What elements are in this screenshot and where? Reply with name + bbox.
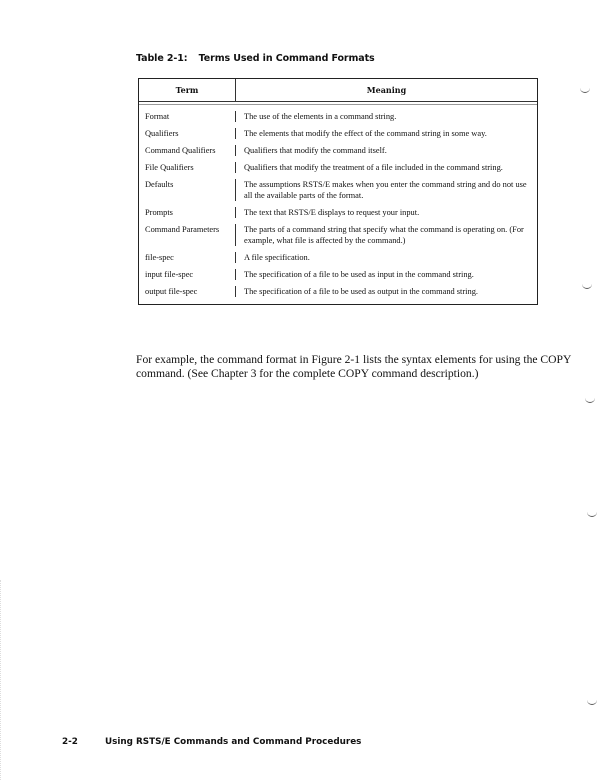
term-cell: Command Qualifiers <box>139 145 236 156</box>
meaning-cell: The parts of a command string that specify what the command is operating on. (For example, what file is affected by the command.) <box>244 225 524 245</box>
table-row <box>139 286 537 297</box>
term-cell: file-spec <box>139 252 236 263</box>
header-meaning: Meaning <box>366 85 407 95</box>
meaning-cell: A file specification. <box>244 253 310 262</box>
margin-mark <box>580 88 590 93</box>
meaning-cell: The elements that modify the effect of the command string in some way. <box>244 129 487 138</box>
table-title: Terms Used in Command Formats <box>198 53 375 64</box>
term-cell: Prompts <box>139 207 236 218</box>
meaning-cell: The text that RSTS/E displays to request your input. <box>244 208 420 217</box>
margin-mark <box>582 284 592 289</box>
running-title: Using RSTS/E Commands and Command Procedures <box>104 737 362 747</box>
term-cell: Command Parameters <box>139 224 236 246</box>
term-cell: Format <box>139 111 236 122</box>
table-row <box>139 162 537 173</box>
table-row <box>139 224 537 246</box>
table-row <box>139 269 537 280</box>
table-row <box>139 145 537 156</box>
term-cell: Defaults <box>139 179 236 201</box>
meaning-cell: The use of the elements in a command string. <box>244 112 397 121</box>
table-body <box>139 102 537 304</box>
term-cell: input file-spec <box>139 269 236 280</box>
meaning-cell: The specification of a file to be used as output in the command string. <box>244 287 478 296</box>
margin-mark <box>587 512 597 517</box>
table-row <box>139 207 537 218</box>
term-cell: Qualifiers <box>139 128 236 139</box>
scan-edge <box>0 580 3 780</box>
table-number: Table 2-1: <box>136 53 188 64</box>
margin-mark <box>585 398 595 403</box>
table-row <box>139 111 537 122</box>
page-footer <box>62 737 361 747</box>
table-row <box>139 128 537 139</box>
term-cell: output file-spec <box>139 286 236 297</box>
meaning-cell: Qualifiers that modify the treatment of a file included in the command string. <box>244 163 503 172</box>
page-number: 2-2 <box>62 737 78 747</box>
table-row <box>139 179 537 201</box>
table-row <box>139 252 537 263</box>
meaning-cell: The specification of a file to be used as input in the command string. <box>244 270 474 279</box>
term-cell: File Qualifiers <box>139 162 236 173</box>
meaning-cell: Qualifiers that modify the command itself. <box>244 146 387 155</box>
meaning-cell: The assumptions RSTS/E makes when you enter the command string and do not use all the available parts of the format. <box>244 180 527 200</box>
table-header <box>139 79 537 102</box>
table-caption <box>136 53 375 64</box>
header-term: Term <box>139 79 236 101</box>
margin-mark <box>587 700 597 705</box>
terms-table <box>138 78 538 305</box>
body-paragraph: For example, the command format in Figure 2-1 lists the syntax elements for using the COPY command. (See Chapter 3 for the complete COPY command description.) <box>136 352 571 380</box>
